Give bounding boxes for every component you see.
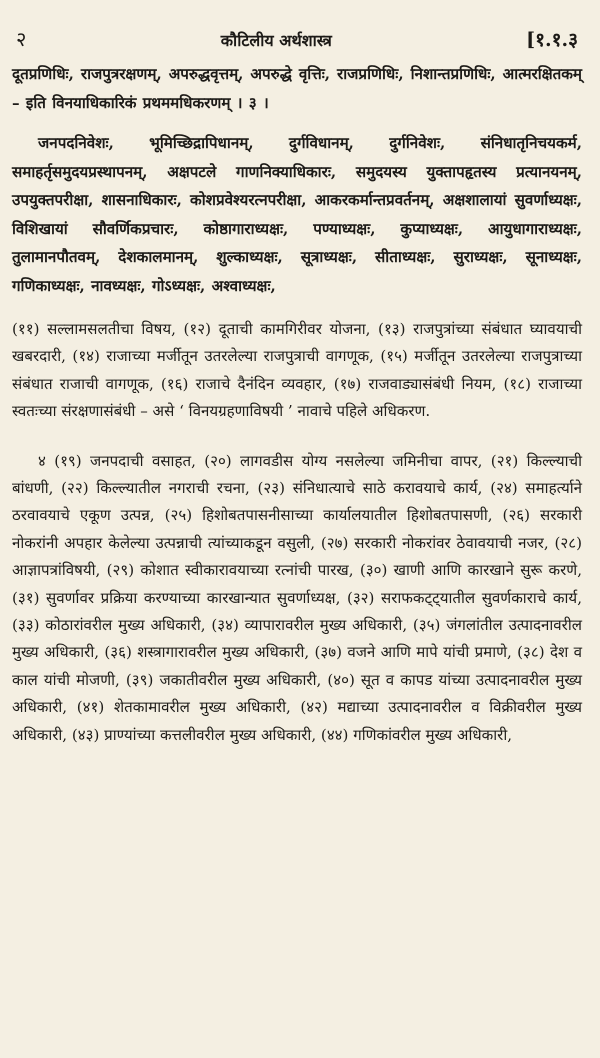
sanskrit-topic-list: जनपदनिवेशः, भूमिच्छिद्रापिधानम्, दुर्गविधानम्, दुर्गनिवेशः, संनिधातृनिचयकर्म, समाहर्तृसमुदयप्रस्थापनम्, अक्षपटले गाणनिक्याधिकारः, समुदयस्य युक्तापहृतस्य प्रत्यानयनम्, उपयुक्तपरीक्षा, शासनाधिकारः, कोशप्रवेश्यरत्नपरीक्षा, आकरकर्मान्तप्रवर्तनम्, अक्षशालायां सुवर्णाध्यक्षः, विशिखायां सौवर्णिकप्रचारः, कोष्ठागाराध्यक्षः, पण्याध्यक्षः, कुप्याध्यक्षः, आयुधागाराध्यक्षः, तुलामानपौतवम्, देशकालमानम्, शुल्काध्यक्षः, सूत्राध्यक्षः, सीताध्यक्षः, सुराध्यक्षः, सूनाध्यक्षः, गणिकाध्यक्षः, नावध्यक्षः, गोऽध्यक्षः, अश्वाध्यक्षः, (12, 134, 582, 295)
running-header (12, 28, 582, 52)
section-reference: [१.१.३ (526, 29, 578, 51)
marathi-translation-part1: (११) सल्लामसलतीचा विषय, (१२) दूताची कामगिरीवर योजना, (१३) राजपुत्रांच्या संबंधात घ्यावयाची खबरदारी, (१४) राजाच्या मर्जीतून उतरलेल्या राजपुत्राची वागणूक, (१५) मर्जीतून उतरलेल्या राजपुत्राच्या संबंधात राजाची वागणूक, (१६) राजाचे दैनंदिन व्यवहार, (१७) राजवाड्यासंबंधी नियम, (१८) राजाच्या स्वतःच्या संरक्षणासंबंधी – असे ‘ विनयग्रहणाविषयी ’ नावाचे पहिले अधिकरण. (12, 320, 582, 421)
book-title: कौटिलीय अर्थशास्त्र (220, 31, 332, 50)
marathi-translation-part2: ४ (१९) जनपदाची वसाहत, (२०) लागवडीस योग्य नसलेल्या जमिनीचा वापर, (२१) किल्ल्याची बांधणी, (२२) किल्ल्यातील नगराची रचना, (२३) संनिधात्याचे साठे करावयाचे कार्य, (२४) समाहर्त्याने ठरवावयाचे एकूण उत्पन्न, (२५) हिशोबतपासनीसाच्या कार्यालयातील हिशोबतपासणी, (२६) सरकारी नोकरांनी अपहार केलेल्या उत्पन्नाची त्यांच्याकडून वसुली, (२७) सरकारी नोकरांवर ठेवावयाची नजर, (२८) आज्ञापत्रांविषयी, (२९) कोशात स्वीकारावयाच्या रत्नांची पारख, (३०) खाणी आणि कारखाने सुरू करणे, (३१) सुवर्णावर प्रक्रिया करण्याच्या कारखान्यात सुवर्णाध्यक्ष, (३२) सराफकट्ट्यातील सुवर्णकाराचे कार्य, (३३) कोठारांवरील मुख्य अधिकारी, (३४) व्यापारावरील मुख्य अधिकारी, (३५) जंगलांतील उत्पादनावरील मुख्य अधिकारी, (३६) शस्त्रागारावरील मुख्य अधिकारी, (३७) वजने आणि मापे यांची प्रमाणे, (३८) देश व काल यांची मोजणी, (३९) जकातीवरील मुख्य अधिकारी, (४०) सूत व कापड यांच्या उत्पादनावरील मुख्य अधिकारी, (४१) शेतकामावरील मुख्य अधिकारी, (४२) मद्याच्या उत्पादनावरील व विक्रीवरील मुख्य अधिकारी, (४३) प्राण्यांच्या कत्तलीवरील मुख्य अधिकारी, (४४) गणिकांवरील मुख्य अधिकारी, (12, 451, 582, 744)
page-number: २ (16, 27, 27, 51)
sanskrit-intro-paragraph: दूतप्रणिधिः, राजपुत्ररक्षणम्, अपरुद्धवृत्तम्, अपरुद्धे वृत्तिः, राजप्रणिधिः, निशान्तप्रणिधिः, आत्मरक्षितकम् – इति विनयाधिकारिकं प्रथममधिकरणम् । ३ । (12, 65, 582, 112)
